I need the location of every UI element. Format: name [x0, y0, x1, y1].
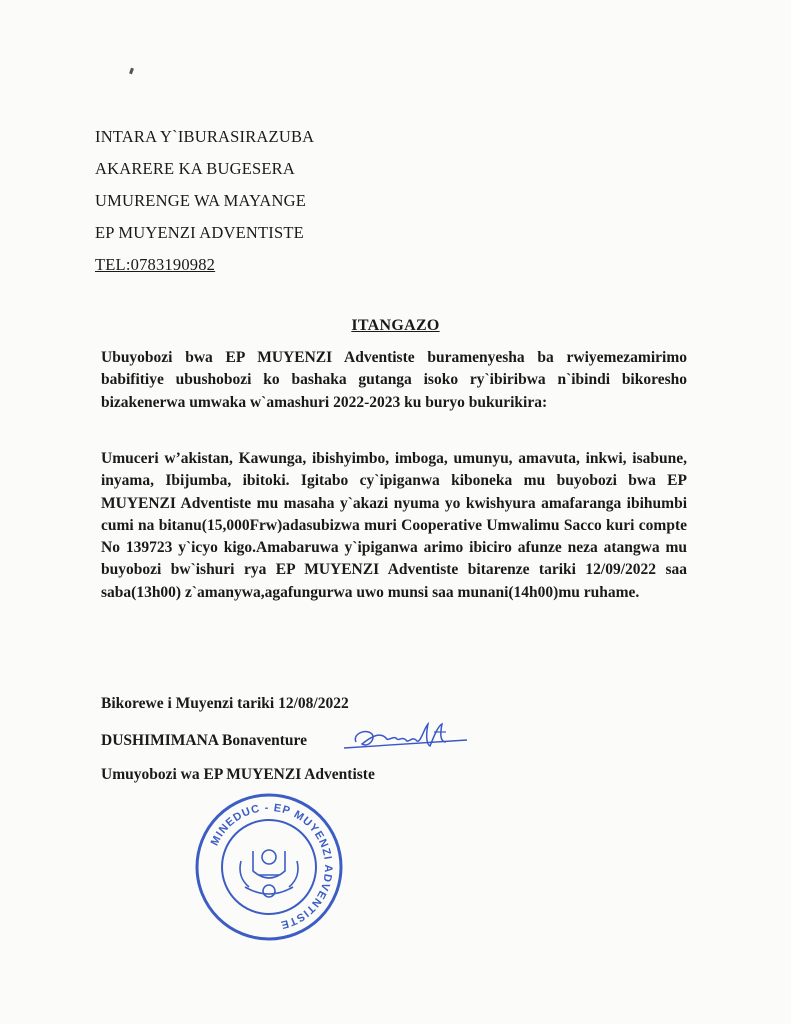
official-stamp: [193, 791, 345, 943]
signatory-role: Umuyobozi wa EP MUYENZI Adventiste: [101, 766, 375, 783]
handwritten-signature: [342, 718, 472, 758]
letterhead: [95, 121, 314, 281]
announcement-paragraph: Ubuyobozi bwa EP MUYENZI Adventiste buramenyesha ba rwiyemezamirimo babifitiye ubushobozi ko bashaka gutanga isoko ry`ibiribwa n`ibindi bikoresho bizakenerwa umwaka w`amashuri 2022-2023 ku buryo bukurikira:: [101, 349, 687, 411]
letterhead-province: INTARA Y`IBURASIRAZUBA: [95, 127, 315, 146]
pen-mark: [129, 68, 134, 75]
coat-of-arms-icon: [240, 850, 298, 897]
signing-date: Bikorewe i Muyenzi tariki 12/08/2022: [101, 695, 349, 712]
signatory-name: [101, 732, 307, 750]
letterhead-phone: TEL:0783190982: [95, 255, 216, 274]
letterhead-district: AKARERE KA BUGESERA: [95, 159, 295, 178]
stamp-ring-text-path: MINEDUC - EP MUYENZI ADVENTISTE: [208, 801, 335, 931]
document-title: ITANGAZO: [351, 317, 440, 334]
signatory-surname: DUSHIMIMANA: [101, 732, 219, 749]
letterhead-school: EP MUYENZI ADVENTISTE: [95, 223, 304, 242]
signatory-given-name: Bonaventure: [218, 732, 307, 749]
tender-details-paragraph: Umuceri w’akistan, Kawunga, ibishyimbo, imboga, umunyu, amavuta, inkwi, isabune, inyama, Ibijumba, ibitoki. Igitabo cy`ipiganwa kiboneka mu buyobozi bwa EP MUYENZI Adventiste mu masaha y`akazi nyuma yo kwishyura amafaranga ibihumbi cumi na bitanu(15,000Frw)adasubizwa muri Cooperative Umwalimu Sacco kuri compte No 139723 y`icyo kigo.Amabaruwa y`ipiganwa arimo ibiciro afunze neza atangwa mu buyobozi bw`ishuri rya EP MUYENZI Adventiste bitarenze tariki 12/09/2022 saa saba(13h00) z`amanywa,agafungurwa uwo munsi saa munani(14h00)mu ruhame.: [101, 450, 687, 601]
letterhead-sector: UMURENGE WA MAYANGE: [95, 191, 306, 210]
